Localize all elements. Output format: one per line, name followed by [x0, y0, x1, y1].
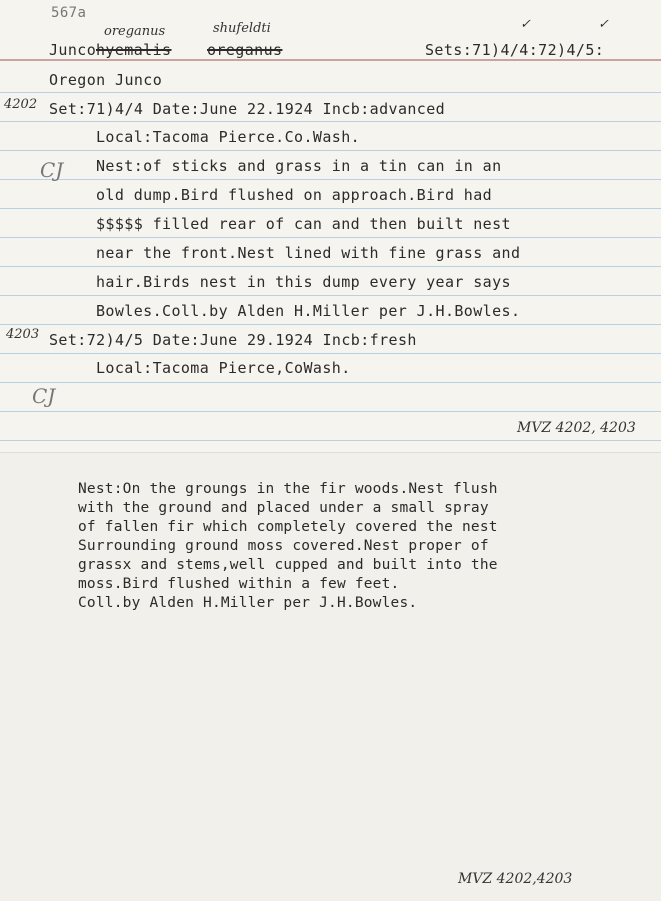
- handwritten-subspecies: shufeldti: [213, 21, 271, 36]
- locality-4202: Local:Tacoma Pierce.Co.Wash.: [96, 128, 361, 146]
- nest-line: Nest:of sticks and grass in a tin can in an: [96, 157, 502, 175]
- set-header-4202: Set:71)4/4 Date:June 22.1924 Incb:advanced: [49, 100, 446, 118]
- common-name: Oregon Junco: [49, 71, 163, 89]
- nest-line: hair.Birds nest in this dump every year says: [96, 273, 511, 291]
- card-number: 567a: [51, 5, 87, 21]
- set-header-4203: Set:72)4/5 Date:June 29.1924 Incb:fresh: [49, 331, 417, 349]
- sets-summary: Sets:71)4/4:72)4/5:: [425, 41, 605, 59]
- handwritten-species: oreganus: [104, 24, 166, 39]
- struck-subspecies: oreganus: [207, 41, 283, 59]
- initials-4203: CJ: [32, 384, 56, 408]
- handwritten-check-2: ✓: [598, 17, 609, 32]
- nest-line: near the front.Nest lined with fine grass and: [96, 244, 521, 262]
- catalog-number-4202: 4202: [4, 97, 38, 112]
- nest-line: $$$$$ filled rear of can and then built nest: [96, 215, 511, 233]
- back-note-line: moss.Bird flushed within a few feet.: [78, 576, 400, 592]
- catalog-card-back: [0, 452, 661, 901]
- back-note-line: with the ground and placed under a small spray: [78, 500, 489, 516]
- genus-name: Junco: [49, 41, 97, 59]
- back-note-line: Coll.by Alden H.Miller per J.H.Bowles.: [78, 595, 418, 611]
- initials-4202: CJ: [40, 158, 64, 182]
- nest-line: Bowles.Coll.by Alden H.Miller per J.H.Bowles.: [96, 302, 521, 320]
- mvz-catalog-label-back: MVZ 4202,4203: [458, 871, 573, 887]
- back-note-line: Surrounding ground moss covered.Nest proper of: [78, 538, 489, 554]
- mvz-catalog-label: MVZ 4202, 4203: [517, 420, 636, 436]
- back-note-line: grassx and stems,well cupped and built into the: [78, 557, 498, 573]
- struck-species: hyemalis: [96, 41, 172, 59]
- back-note-line: Nest:On the groungs in the fir woods.Nest flush: [78, 481, 498, 497]
- catalog-number-4203: 4203: [6, 327, 40, 342]
- handwritten-check-1: ✓: [520, 17, 531, 32]
- locality-4203: Local:Tacoma Pierce,CoWash.: [96, 359, 351, 377]
- back-note-line: of fallen fir which completely covered the nest: [78, 519, 498, 535]
- nest-line: old dump.Bird flushed on approach.Bird had: [96, 186, 493, 204]
